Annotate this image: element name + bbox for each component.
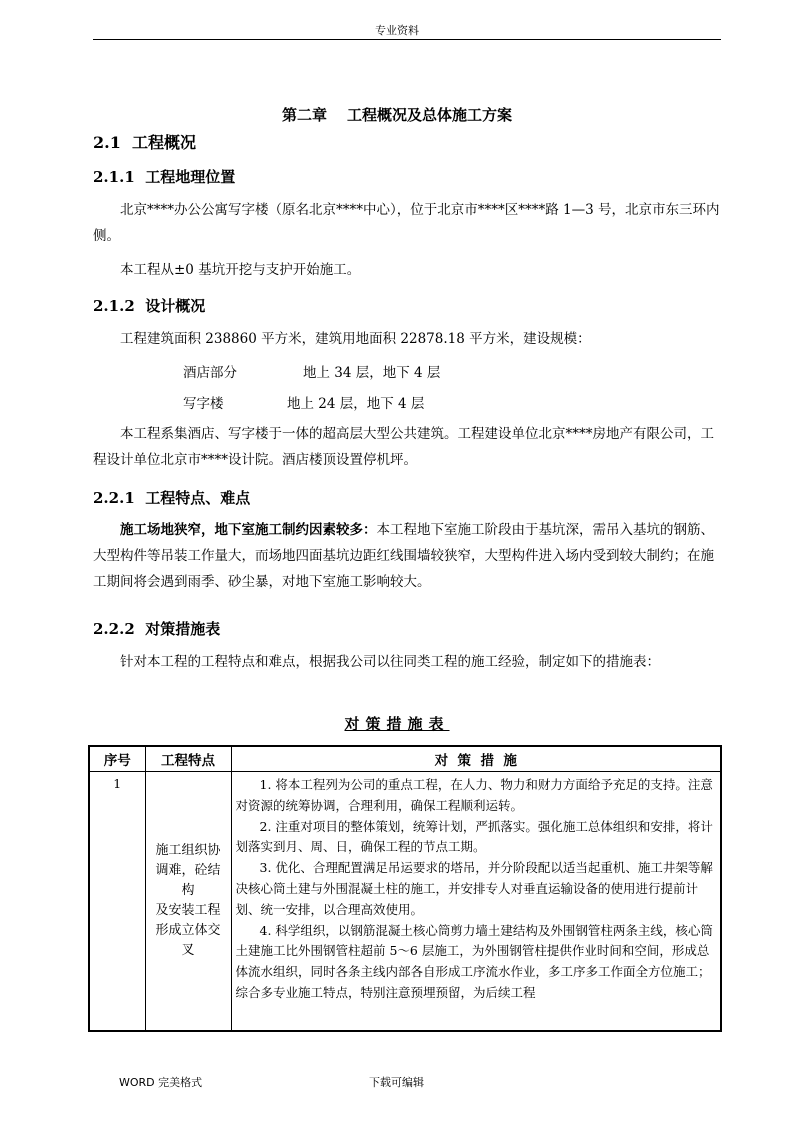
measure-item: 4. 科学组织，以钢筋混凝土核心筒剪力墙土建结构及外围钢管柱两条主线，核心筒土建施工比外围钢管柱超前 5～6 层施工，为外围钢管柱提供作业时间和空间，形成总体流水组织，同时各条主线内部各自形成工序流水作业，多工序多工作面全方位施工；综合多专业施工特点，特别注意预埋预留，为后续工程 [235, 922, 713, 1000]
col-header-num: 序号 [89, 746, 145, 772]
section-2-1-2-para2: 本工程系集酒店、写字楼于一体的超高层大型公共建筑。工程建设单位北京****房地产有限公司，工程设计单位北京市****设计院。酒店楼顶设置停机坪。 [93, 426, 714, 468]
feature-line: 施工组织协 [155, 843, 221, 858]
section-2-1-1-para1: 北京****办公公寓写字楼（原名北京****中心），位于北京市****区****路 1—3 号，北京市东三环内侧。 [93, 202, 720, 244]
table-title: 对策措施表 [344, 715, 450, 733]
table-header-row [89, 746, 721, 772]
section-2-1-2-title: 2.1.2 设计概况 [93, 297, 206, 315]
page-header: 专业资料 [375, 24, 419, 37]
measure-item: 1. 将本工程列为公司的重点工程，在人力、物力和财力方面给予充足的支持。注意对资源的统筹协调，合理利用，确保工程顺利运转。 [235, 777, 713, 813]
section-2-2-1-para: 施工场地狭窄，地下室施工制约因素较多：本工程地下室施工阶段由于基坑深，需吊入基坑的钢筋、大型构件等吊装工作量大，而场地四面基坑边距红线围墙较狭窄，大型构件进入场内受到较大制约；在施工期间将会遇到雨季、砂尘暴，对地下室施工影响较大。 [93, 522, 714, 590]
col-header-feature: 工程特点 [145, 746, 231, 772]
scale-row-value: 地上 24 层，地下 4 层 [287, 396, 425, 412]
scale-row-name: 酒店部分 [183, 365, 237, 381]
section-2-2-2-title: 2.2.2 对策措施表 [93, 620, 221, 638]
row-measures [231, 772, 721, 1032]
section-2-1-title: 2.1 工程概况 [93, 133, 196, 152]
header-rule [93, 39, 721, 40]
section-2-1-2-para1: 工程建筑面积 238860 平方米，建筑用地面积 22878.18 平方米，建设规模： [120, 331, 591, 347]
measure-item: 3. 优化、合理配置满足吊运要求的塔吊，并分阶段配以适当起重机、施工井架等解决核心筒土建与外围混凝土柱的施工，并安排专人对垂直运输设备的使用进行提前计划、统一安排，以合理高效使用。 [235, 860, 713, 917]
bold-lead: 施工场地狭窄，地下室施工制约因素较多： [120, 522, 377, 538]
section-2-1-1-title: 2.1.1 工程地理位置 [93, 168, 236, 186]
section-2-2-2-para: 针对本工程的工程特点和难点，根据我公司以往同类工程的施工经验，制定如下的措施表： [120, 654, 660, 670]
section-2-2-1-title: 2.2.1 工程特点、难点 [93, 489, 251, 507]
col-header-measures: 对 策 措 施 [231, 746, 721, 772]
footer-left: WORD 完美格式 [119, 1076, 203, 1089]
feature-line: 调难，砼结构 [155, 863, 221, 898]
feature-line: 叉 [181, 943, 195, 958]
feature-line: 形成立体交 [155, 923, 221, 938]
chapter-title [0, 104, 794, 125]
scale-row-name: 写字楼 [183, 396, 224, 412]
table-row [89, 772, 721, 1032]
feature-line: 及安装工程 [155, 903, 221, 918]
section-2-1-1-para2: 本工程从±0 基坑开挖与支护开始施工。 [120, 262, 361, 278]
chapter-number: 第二章 [281, 106, 327, 124]
footer-right: 下载可编辑 [369, 1076, 424, 1089]
row-feature [145, 772, 231, 1032]
chapter-name: 工程概况及总体施工方案 [347, 106, 513, 124]
measures-table [88, 745, 722, 1032]
row-number: 1 [89, 772, 145, 1032]
scale-row-value: 地上 34 层，地下 4 层 [303, 365, 441, 381]
measure-item: 2. 注重对项目的整体策划，统筹计划，严抓落实。强化施工总体组织和安排，将计划落实到月、周、日，确保工程的节点工期。 [235, 818, 713, 855]
